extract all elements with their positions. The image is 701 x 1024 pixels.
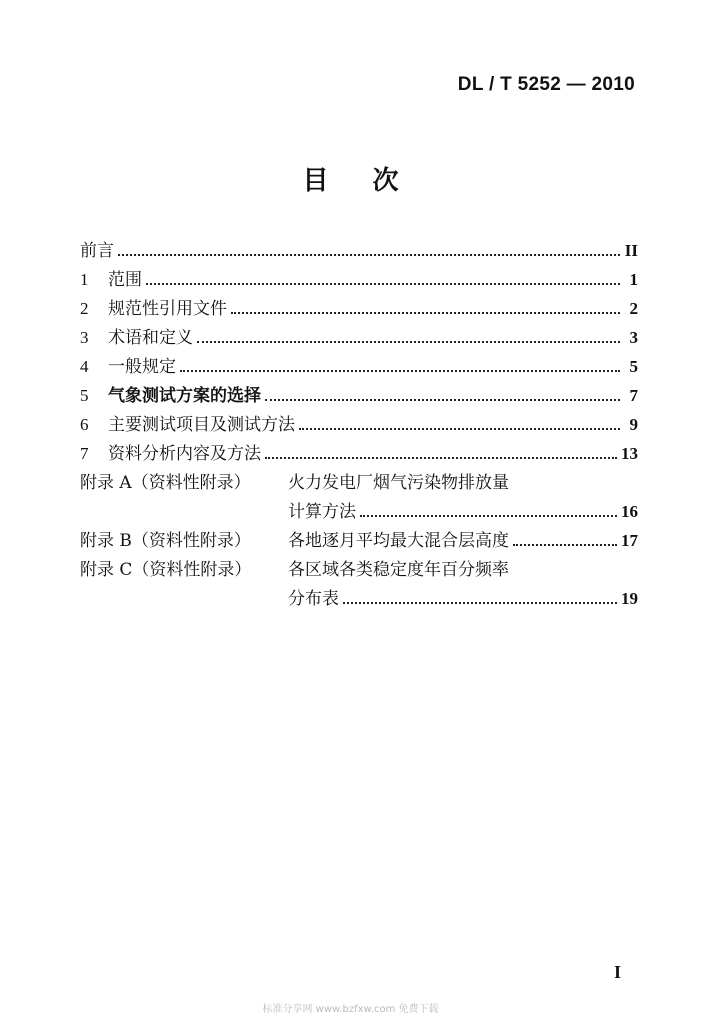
toc-entry-page: 1 <box>629 270 638 289</box>
toc-entry-number: 5 <box>80 386 89 405</box>
toc-entry-preface[interactable] <box>80 232 638 261</box>
toc-entry-label: 各地逐月平均最大混合层高度 <box>288 531 509 551</box>
page-number: I <box>613 962 621 982</box>
toc-entry-chapter-6[interactable] <box>80 406 638 435</box>
toc-entry-label: 规范性引用文件 <box>108 299 227 319</box>
page-title <box>0 160 701 197</box>
toc-entry-appendix-c-continued[interactable] <box>80 580 638 609</box>
dot-leader <box>513 544 617 546</box>
title-char-2: 次 <box>372 166 399 196</box>
toc-entry-page: 16 <box>621 502 638 521</box>
toc-entry-page: 7 <box>629 386 638 405</box>
toc-entry-appendix-c[interactable] <box>80 551 638 580</box>
toc-entry-page: 13 <box>621 444 638 463</box>
appendix-prefix: 附录 B（资料性附录） <box>80 531 251 551</box>
toc-entry-chapter-2[interactable] <box>80 290 638 319</box>
toc-entry-chapter-4[interactable] <box>80 348 638 377</box>
toc-entry-label: 计算方法 <box>288 502 356 522</box>
toc-entry-label: 主要测试项目及测试方法 <box>108 415 295 435</box>
toc-entry-page: 17 <box>621 531 638 550</box>
dot-leader <box>360 515 617 517</box>
toc-entry-number: 4 <box>80 357 89 376</box>
dot-leader <box>265 399 620 401</box>
toc-entry-page: 19 <box>621 589 638 608</box>
appendix-prefix: 附录 A（资料性附录） <box>80 473 251 493</box>
appendix-prefix: 附录 C（资料性附录） <box>80 560 252 580</box>
toc-entry-page: 5 <box>629 357 638 376</box>
toc-entry-page: 2 <box>629 299 638 318</box>
toc-entry-number: 1 <box>80 270 89 289</box>
title-char-1: 目 <box>302 166 329 196</box>
dot-leader <box>146 283 620 285</box>
toc-entry-label: 范围 <box>108 270 142 290</box>
toc-entry-page: 3 <box>629 328 638 347</box>
toc-entry-chapter-5[interactable] <box>80 377 638 406</box>
toc-entry-label: 火力发电厂烟气污染物排放量 <box>288 473 509 493</box>
toc-entry-label: 前言 <box>80 241 114 261</box>
toc-entry-number: 2 <box>80 299 89 318</box>
toc-entry-label: 气象测试方案的选择 <box>108 386 261 406</box>
toc-entry-appendix-a-continued[interactable] <box>80 493 638 522</box>
dot-leader <box>180 370 620 372</box>
dot-leader <box>299 428 620 430</box>
toc-entry-chapter-3[interactable] <box>80 319 638 348</box>
toc-entry-label: 分布表 <box>288 589 339 609</box>
dot-leader <box>197 341 620 343</box>
toc-entry-label: 资料分析内容及方法 <box>108 444 261 464</box>
dot-leader <box>343 602 617 604</box>
toc-entry-number: 6 <box>80 415 89 434</box>
toc-entry-page: 9 <box>629 415 638 434</box>
table-of-contents <box>80 232 638 609</box>
toc-entry-number: 7 <box>80 444 89 463</box>
dot-leader <box>265 457 617 459</box>
toc-entry-chapter-1[interactable] <box>80 261 638 290</box>
dot-leader <box>231 312 620 314</box>
toc-entry-page: II <box>624 241 638 260</box>
toc-entry-label: 各区域各类稳定度年百分频率 <box>288 560 509 580</box>
standard-code: DL / T 5252 — 2010 <box>457 74 635 95</box>
toc-entry-label: 术语和定义 <box>108 328 193 348</box>
toc-entry-number: 3 <box>80 328 89 347</box>
dot-leader <box>118 254 620 256</box>
toc-entry-chapter-7[interactable] <box>80 435 638 464</box>
toc-entry-appendix-b[interactable] <box>80 522 638 551</box>
toc-entry-label: 一般规定 <box>108 357 176 377</box>
toc-entry-appendix-a[interactable] <box>80 464 638 493</box>
watermark-text: 标准分享网 www.bzfxw.com 免费下载 <box>262 1004 439 1015</box>
